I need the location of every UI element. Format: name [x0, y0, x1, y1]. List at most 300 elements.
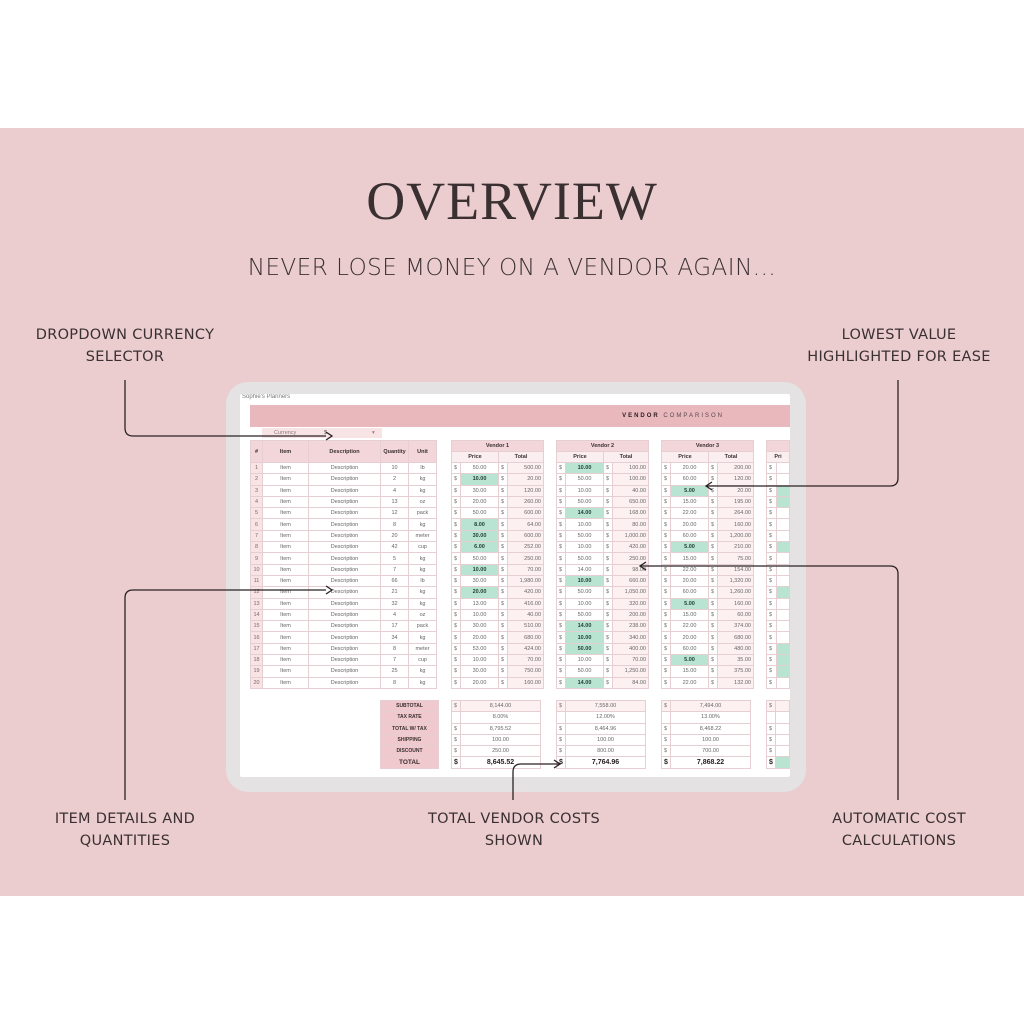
row-number[interactable]: 2	[251, 474, 263, 485]
summary-row-shipping: $ 100.00	[452, 734, 541, 745]
summary-value[interactable]: 100.00	[671, 734, 751, 745]
vendor-row	[452, 564, 544, 575]
row-number[interactable]: 11	[251, 575, 263, 586]
currency-symbol: $	[452, 564, 461, 575]
item-cell[interactable]: Item	[263, 643, 309, 654]
price-cell[interactable]	[776, 655, 789, 666]
price-cell[interactable]: 50.00	[566, 474, 604, 485]
currency-symbol: $	[604, 598, 613, 609]
row-number[interactable]: 14	[251, 609, 263, 620]
summary-value[interactable]: 8.00%	[461, 712, 541, 723]
vendor-row: $	[767, 609, 790, 620]
quantity-cell[interactable]: 13	[381, 496, 409, 507]
price-cell[interactable]	[776, 575, 789, 586]
price-cell[interactable]: 22.00	[671, 564, 709, 575]
row-number[interactable]: 18	[251, 655, 263, 666]
vendor-row	[557, 508, 649, 519]
currency-symbol: $	[557, 485, 566, 496]
table-row	[251, 609, 437, 620]
price-cell[interactable]: 10.00	[461, 655, 499, 666]
price-cell[interactable]	[776, 519, 789, 530]
unit-cell[interactable]: meter	[409, 530, 437, 541]
currency-symbol: $	[662, 542, 671, 553]
summary-row-discount: $ 250.00	[452, 746, 541, 757]
price-cell[interactable]: 14.00	[566, 564, 604, 575]
quantity-cell[interactable]: 25	[381, 666, 409, 677]
price-cell[interactable]: 60.00	[671, 474, 709, 485]
vendor-row	[662, 508, 754, 519]
vendor-row: $	[767, 666, 790, 677]
currency-symbol: $	[662, 655, 671, 666]
price-cell[interactable]: 50.00	[566, 609, 604, 620]
table-row	[251, 598, 437, 609]
price-cell[interactable]: 50.00	[566, 530, 604, 541]
table-row	[251, 508, 437, 519]
table-row	[251, 519, 437, 530]
price-cell[interactable]	[776, 632, 789, 643]
total-cell: 680.00	[718, 632, 754, 643]
currency-symbol: $	[709, 508, 718, 519]
price-cell[interactable]: 5.00	[671, 485, 709, 496]
table-row	[251, 677, 437, 688]
price-cell[interactable]: 20.00	[671, 463, 709, 474]
summary-value: 8,464.96	[566, 723, 646, 734]
description-cell[interactable]: Description	[309, 609, 381, 620]
price-cell[interactable]: 10.00	[566, 463, 604, 474]
price-cell[interactable]: 15.00	[671, 666, 709, 677]
price-cell[interactable]	[776, 508, 789, 519]
item-cell[interactable]: Item	[263, 508, 309, 519]
price-cell[interactable]: 20.00	[461, 496, 499, 507]
item-cell[interactable]: Item	[263, 598, 309, 609]
price-cell[interactable]: 30.00	[461, 575, 499, 586]
description-cell[interactable]: Description	[309, 530, 381, 541]
price-cell[interactable]: 50.00	[566, 666, 604, 677]
total-cell: 20.00	[718, 485, 754, 496]
item-cell[interactable]: Item	[263, 666, 309, 677]
unit-cell[interactable]: cup	[409, 655, 437, 666]
quantity-cell[interactable]: 2	[381, 474, 409, 485]
currency-symbol: $	[499, 508, 508, 519]
price-cell[interactable]: 53.00	[461, 643, 499, 654]
item-cell[interactable]: Item	[263, 632, 309, 643]
unit-cell[interactable]: meter	[409, 643, 437, 654]
table-row	[251, 643, 437, 654]
unit-cell[interactable]: lb	[409, 575, 437, 586]
item-cell[interactable]: Item	[263, 530, 309, 541]
price-cell[interactable]: 60.00	[671, 530, 709, 541]
price-cell[interactable]: 10.00	[566, 632, 604, 643]
currency-symbol: $	[709, 474, 718, 485]
price-cell[interactable]: 22.00	[671, 677, 709, 688]
price-cell[interactable]: 10.00	[461, 474, 499, 485]
unit-cell[interactable]: kg	[409, 519, 437, 530]
summary-value[interactable]: 13.00%	[671, 712, 751, 723]
price-cell[interactable]: 50.00	[566, 587, 604, 598]
currency-symbol: $	[662, 666, 671, 677]
vendor-row	[557, 463, 649, 474]
currency-symbol: $	[662, 564, 671, 575]
vendor-row	[662, 496, 754, 507]
description-cell[interactable]: Description	[309, 508, 381, 519]
summary-value: 7,764.96	[566, 757, 646, 768]
currency-symbol: $	[452, 666, 461, 677]
vendor-row	[662, 666, 754, 677]
summary-row-total: $ 7,764.96	[557, 757, 646, 768]
row-number[interactable]: 4	[251, 496, 263, 507]
currency-symbol: $	[499, 655, 508, 666]
price-cell[interactable]: 30.00	[461, 621, 499, 632]
currency-symbol: $	[499, 496, 508, 507]
price-cell[interactable]	[776, 463, 789, 474]
price-cell[interactable]: 10.00	[566, 485, 604, 496]
row-number[interactable]: 17	[251, 643, 263, 654]
unit-cell[interactable]: oz	[409, 609, 437, 620]
price-cell[interactable]: 50.00	[461, 508, 499, 519]
price-cell[interactable]	[776, 474, 789, 485]
item-cell[interactable]: Item	[263, 655, 309, 666]
unit-cell[interactable]: kg	[409, 598, 437, 609]
currency-symbol: $	[452, 553, 461, 564]
price-cell[interactable]: 10.00	[566, 519, 604, 530]
price-cell[interactable]	[776, 609, 789, 620]
vendor-row	[557, 553, 649, 564]
price-cell[interactable]	[776, 530, 789, 541]
currency-symbol: $	[662, 587, 671, 598]
currency-symbol: $	[662, 508, 671, 519]
row-number[interactable]: 10	[251, 564, 263, 575]
quantity-cell[interactable]: 66	[381, 575, 409, 586]
currency-symbol: $	[499, 474, 508, 485]
total-cell: 510.00	[508, 621, 544, 632]
item-cell[interactable]: Item	[263, 542, 309, 553]
description-cell[interactable]: Description	[309, 621, 381, 632]
currency-symbol: $	[557, 655, 566, 666]
total-cell: 1,050.00	[613, 587, 649, 598]
quantity-cell[interactable]: 8	[381, 677, 409, 688]
row-number[interactable]: 5	[251, 508, 263, 519]
item-cell[interactable]: Item	[263, 564, 309, 575]
quantity-cell[interactable]: 42	[381, 542, 409, 553]
price-cell[interactable]	[776, 542, 789, 553]
total-cell: 160.00	[718, 598, 754, 609]
currency-symbol: $	[452, 643, 461, 654]
currency-symbol: $	[662, 463, 671, 474]
vendor-row	[557, 542, 649, 553]
price-cell[interactable]: 5.00	[671, 598, 709, 609]
price-cell[interactable]: 14.00	[566, 677, 604, 688]
chevron-down-icon[interactable]: ▾	[372, 430, 375, 436]
row-number[interactable]: 20	[251, 677, 263, 688]
quantity-cell[interactable]: 4	[381, 609, 409, 620]
row-number[interactable]: 16	[251, 632, 263, 643]
currency-symbol: $	[662, 598, 671, 609]
callout-lowest-value: LOWEST VALUE HIGHLIGHTED FOR EASE	[807, 327, 991, 365]
currency-symbol: $	[452, 474, 461, 485]
item-cell[interactable]: Item	[263, 677, 309, 688]
currency-symbol: $	[662, 485, 671, 496]
currency-symbol: $	[452, 463, 461, 474]
item-cell[interactable]: Item	[263, 609, 309, 620]
unit-cell[interactable]: pack	[409, 621, 437, 632]
row-number[interactable]: 7	[251, 530, 263, 541]
price-cell[interactable]	[776, 564, 789, 575]
description-cell[interactable]: Description	[309, 598, 381, 609]
currency-symbol: $	[557, 553, 566, 564]
quantity-cell[interactable]: 4	[381, 485, 409, 496]
price-cell[interactable]: 15.00	[671, 553, 709, 564]
vendor-row: $	[767, 587, 790, 598]
total-cell: 1,260.00	[718, 587, 754, 598]
currency-symbol: $	[604, 632, 613, 643]
total-cell: 75.00	[718, 553, 754, 564]
price-cell[interactable]: 30.00	[461, 485, 499, 496]
quantity-cell[interactable]: 34	[381, 632, 409, 643]
summary-value[interactable]: 100.00	[461, 734, 541, 745]
price-cell[interactable]: 60.00	[671, 587, 709, 598]
description-cell[interactable]: Description	[309, 474, 381, 485]
vendor-row	[452, 463, 544, 474]
vendor-row	[452, 598, 544, 609]
currency-symbol: $	[604, 474, 613, 485]
price-cell[interactable]: 50.00	[566, 496, 604, 507]
description-cell[interactable]: Description	[309, 643, 381, 654]
description-cell[interactable]: Description	[309, 587, 381, 598]
price-cell[interactable]	[776, 496, 789, 507]
price-cell[interactable]	[776, 598, 789, 609]
description-cell[interactable]: Description	[309, 542, 381, 553]
description-cell[interactable]: Description	[309, 677, 381, 688]
quantity-cell[interactable]: 20	[381, 530, 409, 541]
price-cell[interactable]: 10.00	[461, 564, 499, 575]
total-cell: 400.00	[613, 643, 649, 654]
total-cell: 1,980.00	[508, 575, 544, 586]
table-row	[251, 530, 437, 541]
summary-row-subtotal: $ 8,144.00	[452, 701, 541, 712]
item-cell[interactable]: Item	[263, 485, 309, 496]
unit-cell[interactable]: kg	[409, 485, 437, 496]
description-cell[interactable]: Description	[309, 655, 381, 666]
vendor-row	[452, 474, 544, 485]
vendor-row: $	[767, 542, 790, 553]
summary-value[interactable]: 100.00	[566, 734, 646, 745]
quantity-cell[interactable]: 7	[381, 655, 409, 666]
unit-cell[interactable]: kg	[409, 553, 437, 564]
currency-symbol: $	[452, 609, 461, 620]
vendor-row	[662, 598, 754, 609]
quantity-cell[interactable]: 17	[381, 621, 409, 632]
summary-value[interactable]: 700.00	[671, 746, 751, 757]
price-cell[interactable]: 50.00	[461, 463, 499, 474]
price-cell[interactable]: 10.00	[566, 655, 604, 666]
summary-value[interactable]: 12.00%	[566, 712, 646, 723]
summary-value[interactable]: 250.00	[461, 746, 541, 757]
vendor-row	[662, 542, 754, 553]
row-number[interactable]: 3	[251, 485, 263, 496]
item-cell[interactable]: Item	[263, 553, 309, 564]
total-cell: 40.00	[613, 485, 649, 496]
price-cell[interactable]: 50.00	[566, 643, 604, 654]
price-cell[interactable]: 30.00	[461, 666, 499, 677]
unit-cell[interactable]: cup	[409, 542, 437, 553]
total-cell: 238.00	[613, 621, 649, 632]
price-cell[interactable]: 10.00	[566, 575, 604, 586]
vendor-row: $	[767, 655, 790, 666]
price-cell[interactable]: 10.00	[566, 542, 604, 553]
quantity-cell[interactable]: 5	[381, 553, 409, 564]
summary-value[interactable]: 800.00	[566, 746, 646, 757]
total-cell: 80.00	[613, 519, 649, 530]
description-cell[interactable]: Description	[309, 553, 381, 564]
vendor-row	[662, 643, 754, 654]
currency-symbol: $	[452, 621, 461, 632]
price-cell[interactable]	[776, 666, 789, 677]
price-cell[interactable]: 10.00	[566, 598, 604, 609]
quantity-cell[interactable]: 8	[381, 643, 409, 654]
quantity-cell[interactable]: 21	[381, 587, 409, 598]
description-cell[interactable]: Description	[309, 485, 381, 496]
vendor-row	[452, 575, 544, 586]
currency-symbol: $	[604, 609, 613, 620]
row-number[interactable]: 9	[251, 553, 263, 564]
unit-cell[interactable]: lb	[409, 463, 437, 474]
row-number[interactable]: 13	[251, 598, 263, 609]
price-cell[interactable]: 60.00	[671, 643, 709, 654]
summary-value: 7,494.00	[671, 701, 751, 712]
vendor-row	[662, 632, 754, 643]
price-cell[interactable]: 50.00	[566, 553, 604, 564]
price-cell[interactable]: 22.00	[671, 621, 709, 632]
description-cell[interactable]: Description	[309, 666, 381, 677]
price-cell[interactable]	[776, 587, 789, 598]
price-cell[interactable]	[776, 621, 789, 632]
currency-symbol: $	[662, 575, 671, 586]
currency-symbol: $	[709, 553, 718, 564]
price-cell[interactable]: 14.00	[566, 621, 604, 632]
row-number[interactable]: 19	[251, 666, 263, 677]
price-cell[interactable]	[776, 677, 789, 688]
total-cell: 70.00	[613, 655, 649, 666]
currency-symbol: $	[662, 519, 671, 530]
vendor-row	[662, 485, 754, 496]
unit-cell[interactable]: pack	[409, 508, 437, 519]
price-cell[interactable]: 20.00	[461, 632, 499, 643]
currency-symbol: $	[452, 530, 461, 541]
quantity-cell[interactable]: 32	[381, 598, 409, 609]
vendor-row	[662, 564, 754, 575]
total-cell: 660.00	[613, 575, 649, 586]
vendor-row	[662, 519, 754, 530]
unit-cell[interactable]: oz	[409, 496, 437, 507]
quantity-cell[interactable]: 7	[381, 564, 409, 575]
price-cell[interactable]: 8.00	[461, 519, 499, 530]
currency-symbol: $	[604, 530, 613, 541]
description-cell[interactable]: Description	[309, 632, 381, 643]
price-cell[interactable]: 15.00	[671, 496, 709, 507]
currency-symbol: $	[499, 575, 508, 586]
price-cell[interactable]: 10.00	[461, 609, 499, 620]
price-cell[interactable]: 50.00	[461, 553, 499, 564]
col-header-item: Item	[263, 441, 309, 463]
vendor-row	[452, 655, 544, 666]
unit-cell[interactable]: kg	[409, 587, 437, 598]
summary-row-discount: $ 700.00	[662, 746, 751, 757]
currency-symbol: $	[604, 655, 613, 666]
quantity-cell[interactable]: 8	[381, 519, 409, 530]
description-cell[interactable]: Description	[309, 519, 381, 530]
currency-symbol: $	[557, 542, 566, 553]
currency-symbol: $	[557, 463, 566, 474]
description-cell[interactable]: Description	[309, 564, 381, 575]
price-cell[interactable]: 20.00	[671, 632, 709, 643]
unit-cell[interactable]: kg	[409, 632, 437, 643]
price-cell[interactable]: 30.00	[461, 530, 499, 541]
table-row	[251, 542, 437, 553]
currency-dropdown[interactable]	[262, 428, 382, 438]
row-number[interactable]: 8	[251, 542, 263, 553]
row-number[interactable]: 6	[251, 519, 263, 530]
price-cell[interactable]: 15.00	[671, 609, 709, 620]
price-cell[interactable]: 5.00	[671, 542, 709, 553]
vendor-row: $	[767, 621, 790, 632]
row-number[interactable]: 1	[251, 463, 263, 474]
table-row	[251, 621, 437, 632]
unit-cell[interactable]: kg	[409, 564, 437, 575]
currency-symbol: $	[709, 643, 718, 654]
price-cell[interactable]: 20.00	[671, 575, 709, 586]
price-cell[interactable]: 6.00	[461, 542, 499, 553]
item-cell[interactable]: Item	[263, 474, 309, 485]
price-cell[interactable]: 14.00	[566, 508, 604, 519]
price-cell[interactable]	[776, 553, 789, 564]
price-cell[interactable]: 20.00	[461, 677, 499, 688]
item-cell[interactable]: Item	[263, 587, 309, 598]
description-cell[interactable]: Description	[309, 463, 381, 474]
total-cell: 250.00	[508, 553, 544, 564]
total-cell: 195.00	[718, 496, 754, 507]
vendor-name: Vendor 3	[662, 441, 754, 452]
vendor-row	[452, 485, 544, 496]
price-cell[interactable]: 20.00	[671, 519, 709, 530]
price-cell[interactable]: 22.00	[671, 508, 709, 519]
row-number[interactable]: 12	[251, 587, 263, 598]
unit-cell[interactable]: kg	[409, 677, 437, 688]
quantity-cell[interactable]: 10	[381, 463, 409, 474]
unit-cell[interactable]: kg	[409, 666, 437, 677]
currency-symbol: $	[499, 666, 508, 677]
price-cell[interactable]	[776, 485, 789, 496]
description-cell[interactable]: Description	[309, 575, 381, 586]
currency-symbol: $	[499, 542, 508, 553]
item-cell[interactable]: Item	[263, 496, 309, 507]
price-cell[interactable]: 13.00	[461, 598, 499, 609]
row-number[interactable]: 15	[251, 621, 263, 632]
item-cell[interactable]: Item	[263, 621, 309, 632]
item-cell[interactable]: Item	[263, 463, 309, 474]
description-cell[interactable]: Description	[309, 496, 381, 507]
price-cell[interactable]: 20.00	[461, 587, 499, 598]
price-cell[interactable]	[776, 643, 789, 654]
table-row	[251, 666, 437, 677]
quantity-cell[interactable]: 12	[381, 508, 409, 519]
currency-symbol: $	[709, 598, 718, 609]
price-cell[interactable]: 5.00	[671, 655, 709, 666]
item-cell[interactable]: Item	[263, 519, 309, 530]
unit-cell[interactable]: kg	[409, 474, 437, 485]
item-cell[interactable]: Item	[263, 575, 309, 586]
currency-symbol: $	[557, 621, 566, 632]
total-cell: 1,200.00	[718, 530, 754, 541]
